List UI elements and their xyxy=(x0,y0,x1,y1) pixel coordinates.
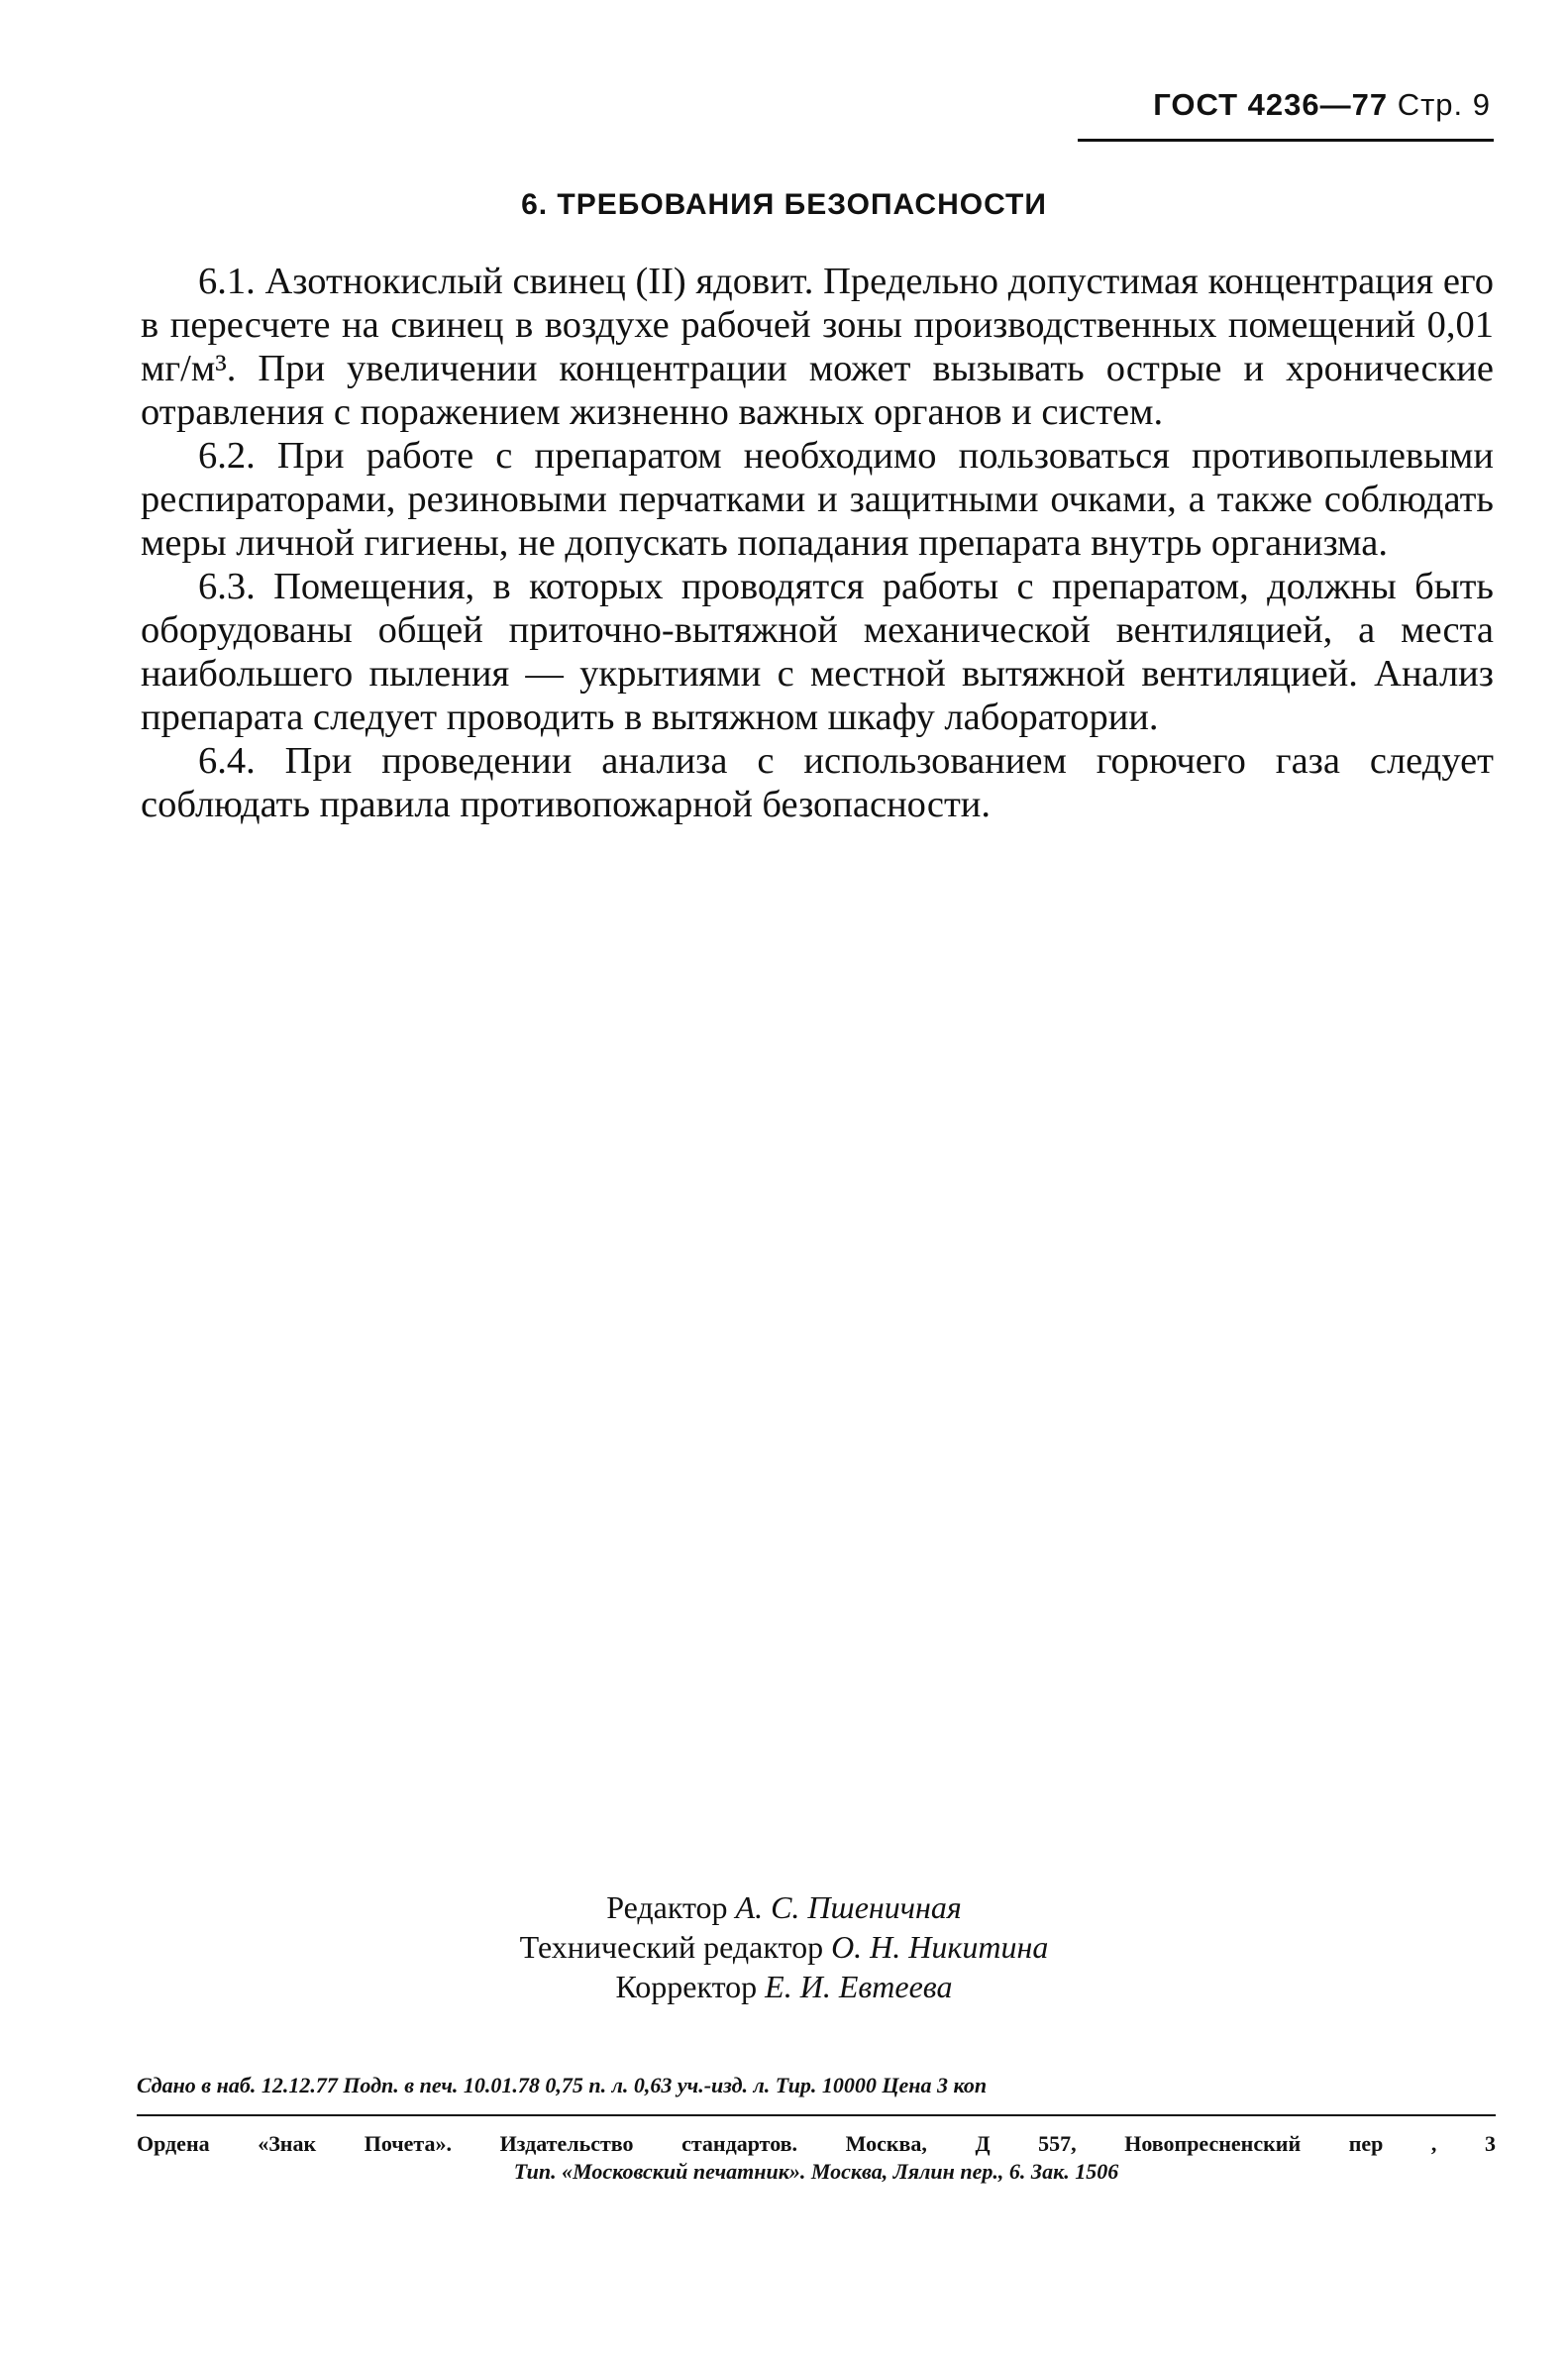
publisher-imprint xyxy=(137,2130,1496,2186)
corrector-name: Е. И. Евтеева xyxy=(765,1969,953,2004)
page-header xyxy=(1153,87,1491,123)
editor-role: Редактор xyxy=(606,1889,728,1925)
corrector-role: Корректор xyxy=(615,1969,758,2004)
publisher-line: Ордена «Знак Почета». Издательство стандартов. Москва, Д 557, Новопресненский пер , 3 xyxy=(137,2131,1496,2156)
editorial-credits xyxy=(0,1887,1568,2006)
standard-number: ГОСТ 4236—77 xyxy=(1153,87,1389,122)
printer-line: Тип. «Московский печатник». Москва, Лялин пер., 6. Зак. 1506 xyxy=(513,2159,1119,2184)
page-number: Стр. 9 xyxy=(1397,87,1491,122)
header-divider xyxy=(1078,139,1494,142)
print-data-line: Сдано в наб. 12.12.77 Подп. в печ. 10.01.78 0,75 п. л. 0,63 уч.-изд. л. Тир. 10000 Цена 3 коп xyxy=(137,2073,988,2097)
corrector-credit xyxy=(0,1967,1568,2006)
section-body xyxy=(141,260,1494,826)
editor-credit xyxy=(0,1887,1568,1927)
section-title: 6. ТРЕБОВАНИЯ БЕЗОПАСНОСТИ xyxy=(521,188,1047,221)
paragraph-6-2: 6.2. При работе с препаратом необходимо пользоваться противопылевыми респираторами, резиновыми перчатками и защитными очками, а также соблюдать меры личной гигиены, не допускать попадания препарата внутрь организма. xyxy=(141,435,1494,564)
editor-name: А. С. Пшеничная xyxy=(735,1889,962,1925)
paragraph-6-4: 6.4. При проведении анализа с использованием горючего газа следует соблюдать правила противопожарной безопасности. xyxy=(141,740,1494,825)
tech-editor-name: О. Н. Никитина xyxy=(831,1929,1049,1965)
imprint-divider xyxy=(137,2114,1496,2116)
tech-editor-role: Технический редактор xyxy=(519,1929,824,1965)
tech-editor-credit xyxy=(0,1927,1568,1967)
paragraph-6-3: 6.3. Помещения, в которых проводятся работы с препаратом, должны быть оборудованы общей приточно-вытяжной механической вентиляцией, а места наибольшего пыления — укрытиями с местной вытяжной вентиляцией. Анализ препарата следует проводить в вытяжном шкафу лаборатории. xyxy=(141,566,1494,738)
paragraph-6-1: 6.1. Азотнокислый свинец (II) ядовит. Предельно допустимая концентрация его в пересчете на свинец в воздухе рабочей зоны производственных помещений 0,01 мг/м³. При увеличении концентрации может вызывать острые и хронические отравления с поражением жизненно важных органов и систем. xyxy=(141,261,1494,433)
